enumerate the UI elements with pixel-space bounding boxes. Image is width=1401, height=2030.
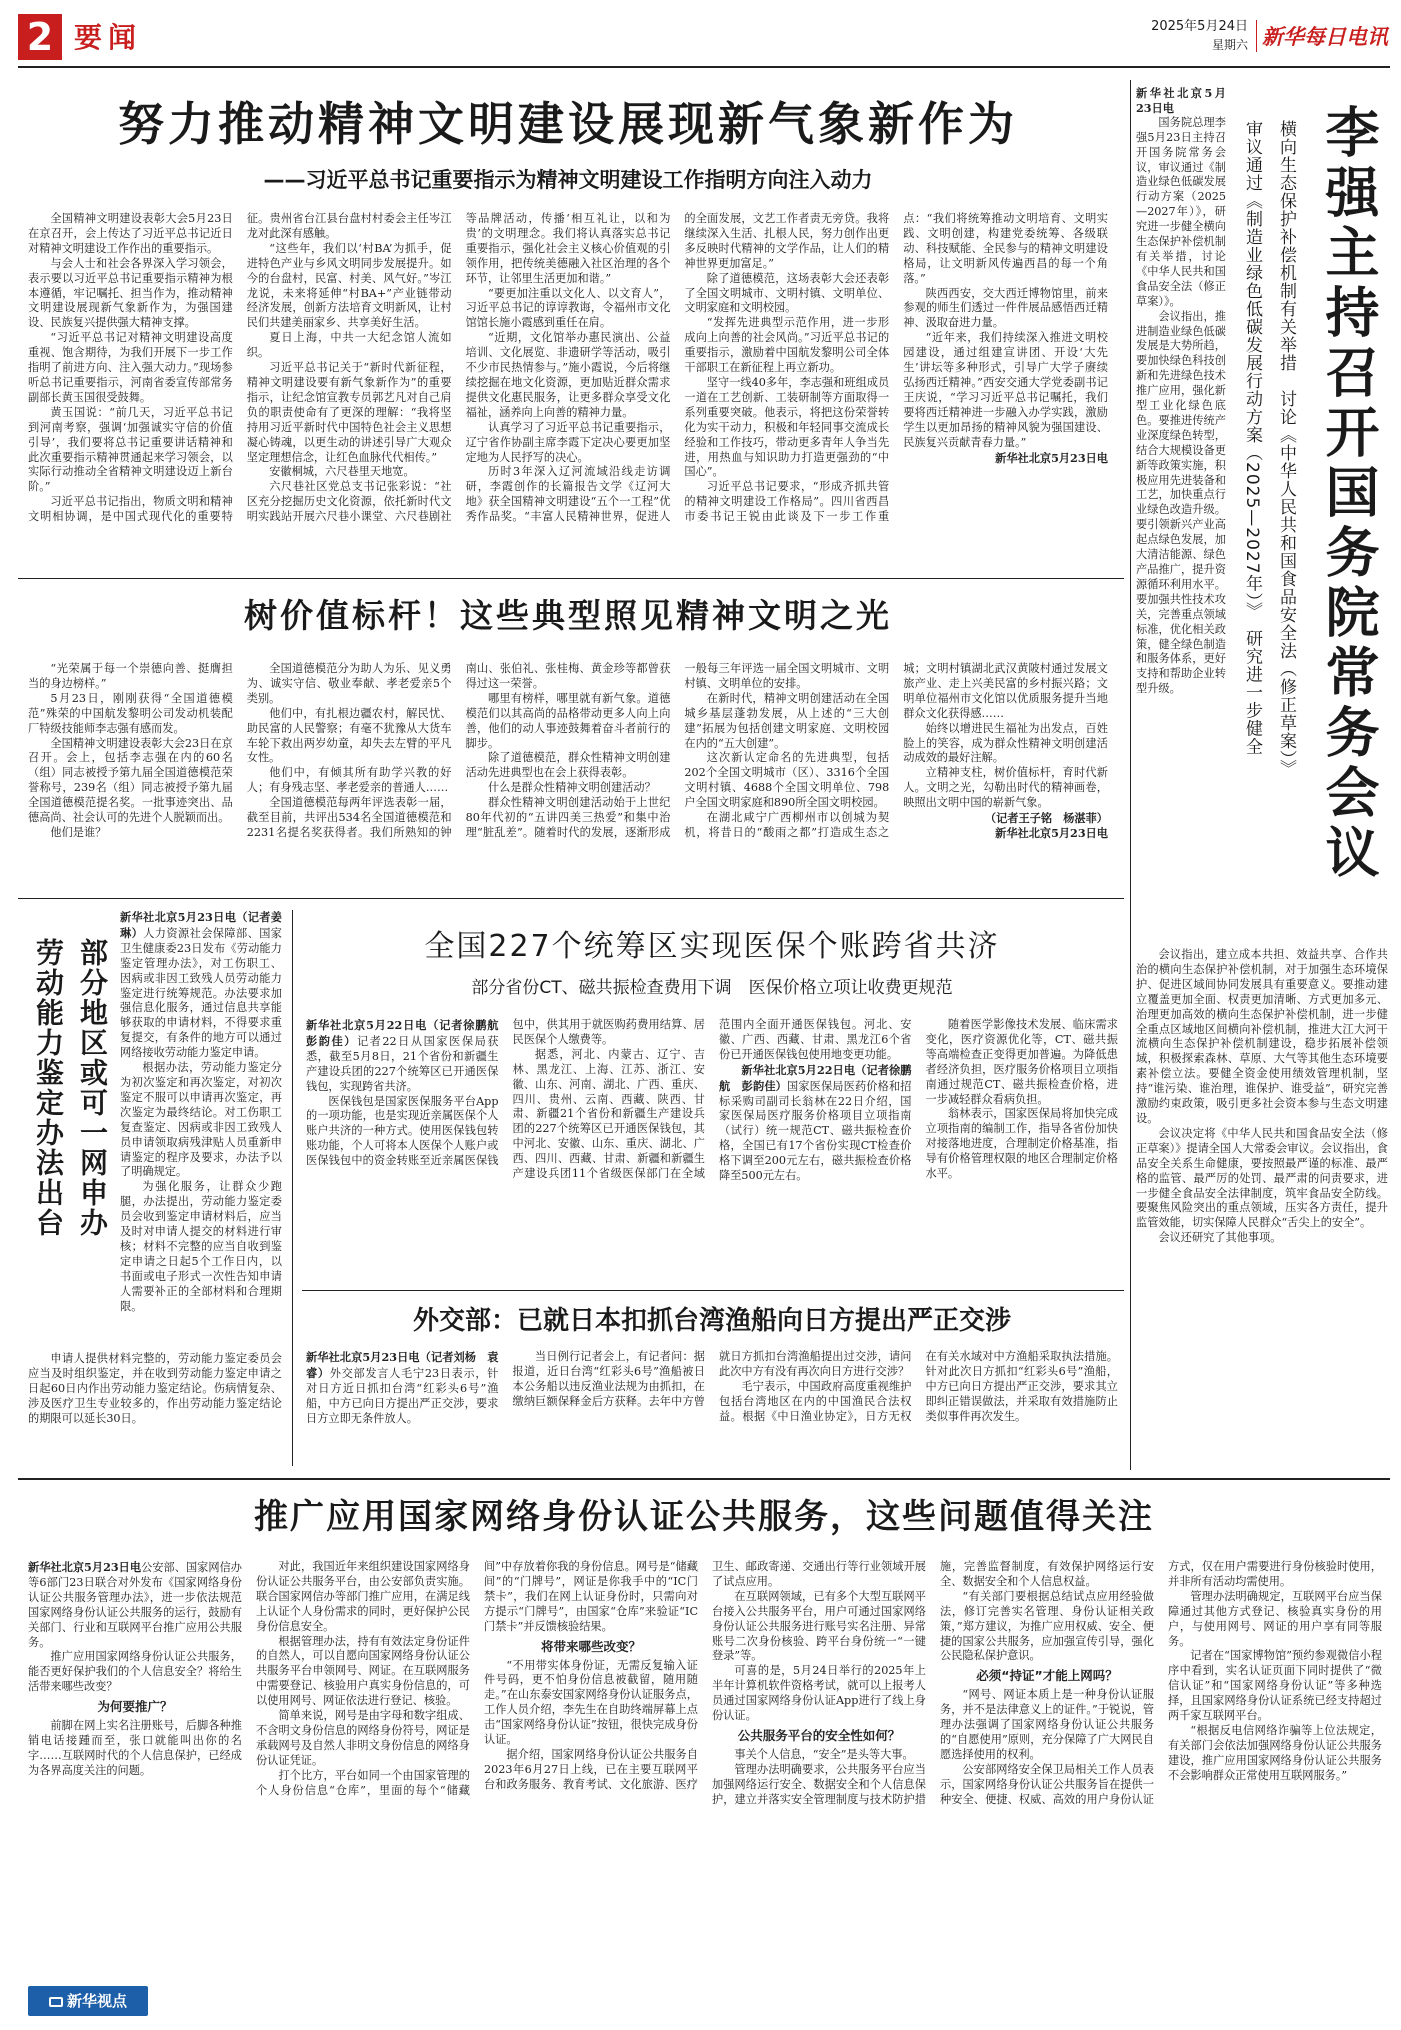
- article7-body-top: 新华社北京5月23日电 国务院总理李强5月23日主持召开国务院常务会议，审议通过《制造业绿色低碳发展行动方案（2025—2027年）》，研究进一步健全横向生态保护补偿机制有关举措，讨论《中华人民共和国食品安全法（修正草案）》。 会议指出，推进制造业绿色低碳发展是大势所趋，要加快绿色科技创新和先进绿色技术推广应用，强化新型工业化绿色底色。要推进传统产业深度绿色转型，结合大规模设备更新等政策实施，积极应用先进装备和工艺，加快重点行业绿色改造升级。要引领新兴产业高起点绿色发展，加大清洁能源、绿色产品推广，提升资源循环利用水平。要加强共性技术攻关，完善重点领域标准，优化相关政策，健全绿色制造和服务体系，更好支持和帮助企业转型升级。: [1136, 86, 1226, 696]
- masthead-rule: [18, 66, 1390, 68]
- article4-subtitle: 部分省份CT、磁共振检查费用下调 医保价格立项让收费更规范: [471, 978, 953, 998]
- article3-title-col1: 部分地区或可一网申办: [76, 938, 109, 1238]
- article6-top-rule: [18, 1478, 1390, 1480]
- article6-q3: 公共服务平台的安全性如何？: [737, 1727, 901, 1743]
- article6-q4: 必须“持证”才能上网吗？: [976, 1668, 1118, 1684]
- section-name: 要闻: [74, 21, 143, 54]
- article3-body-top: 新华社北京5月23日电（记者姜琳）人力资源社会保障部、国家卫生健康委23日发布《劳动能力鉴定管理办法》，对工伤职工、因病或非因工致残人员劳动能力鉴定进行统筹规范。办法要求加强信息化服务，通过信息共享能够获取的申请材料，不得要求重复提交，有条件的地方可以通过网络接收劳动能力鉴定申请。 根据办法，劳动能力鉴定分为初次鉴定和再次鉴定，对初次鉴定不服可以申请再次鉴定，再次鉴定为最终结论。对工伤职工复查鉴定、因病或非因工致残人员申请领取病残津贴人员重新申请鉴定的程序及要求，办法予以了明确规定。 为强化服务，让群众少跑腿，办法提出，劳动能力鉴定委员会收到鉴定申请材料后，应当及时对申请人提交的材料进行审核；材料不完整的应当自收到鉴定申请之日起5个工作日内，以书面或电子形式一次性告知申请人需要补正的全部材料和合理期限。: [120, 910, 282, 1313]
- article6-q2: 将带来哪些改变？: [540, 1638, 641, 1654]
- article5-title: 外交部：已就日本扣抓台湾渔船向日方提出严正交涉: [412, 1306, 1011, 1336]
- article4-bottom-rule: [302, 1290, 1124, 1291]
- article3-lead: 新华社北京5月23日电（记者姜琳）: [120, 910, 282, 940]
- article6-lead: 新华社北京5月23日电: [28, 1560, 142, 1574]
- issue-date: 2025年5月24日: [1151, 19, 1248, 34]
- article4-body: 新华社北京5月22日电（记者徐鹏航 彭韵佳）记者22日从国家医保局获悉，截至5月8日，21个省份和新疆生产建设兵团的227个统筹区已开通医保钱包，实现跨省共济。 医保钱包是国家医保服务平台App的一项功能，也是实现近亲属医保个人账户共济的一种方式。使用医保钱包转账功能，个人可将本人医保个人账户或医保钱包中的资金转账至近亲属医保钱包中，供其用于就医购药费用结算、居民医保个人缴费等。 据悉，河北、内蒙古、辽宁、吉林、黑龙江、上海、江苏、浙江、安徽、山东、河南、湖北、广西、重庆、四川、贵州、云南、西藏、陕西、甘肃、新疆21个省份和新疆生产建设兵团的227个统筹区已开通医保钱包，其中河北、安徽、山东、重庆、湖北、广西、四川、西藏、甘肃、新疆和新疆生产建设兵团11个省级医保部门在全域范围内全面开通医保钱包。河北、安徽、广西、西藏、甘肃、黑龙江6个省份已开通医保钱包使用地变更功能。 新华社北京5月22日电（记者徐鹏航 彭韵佳）国家医保局医药价格和招标采购司副司长翁林在22日介绍，国家医保局医疗服务价格项目立项指南（试行）统一规范CT、磁共振检查价格，全国已有17个省份实现CT检查价格下调至200元左右，磁共振检查价格降至500元左右。 随着医学影像技术发展、临床需求变化，医疗资源优化等，CT、磁共振等高端检查正变得更加普遍。为降低患者经济负担，医疗服务价格项目立项指南通过规范CT、磁共振检查价格，进一步减轻群众看病负担。 翁林表示，国家医保局将加快完成立项指南的编制工作，指导各省份加快对接落地进度，合理制定价格基准，指导有价格管理权限的地区合理制定价格水平。: [306, 1018, 1118, 1183]
- article1-byline: 新华社北京5月23日电: [995, 450, 1108, 465]
- article3-side-rule: [292, 910, 293, 1466]
- article4-lead2: 新华社北京5月22日电（记者徐鹏航 彭韵佳）: [719, 1062, 912, 1093]
- brand-box-label: 新华视点: [66, 1992, 127, 2010]
- article7-subtitle-col2: 横向生态保护补偿机制有关举措 讨论《中华人民共和国食品安全法（修正草案）》: [1276, 120, 1296, 778]
- paper-logo: 新华每日电讯: [1262, 24, 1388, 49]
- article7-lead: 新华社北京5月23日电: [1136, 86, 1226, 115]
- article6-q1: 为何要推广？: [97, 1699, 173, 1715]
- article4-title: 全国227个统筹区实现医保个账跨省共济: [424, 929, 1000, 964]
- article7-left-rule: [1130, 80, 1131, 1470]
- article2-body: “光荣属于每一个崇德向善、挺膺担当的身边榜样。” 5月23日，刚刚获得“全国道德模范”殊荣的中国航发黎明公司发动机装配厂特级技能师李志强有感而发。 全国精神文明建设表彰大会23日在京召开。会上，包括李志强在内的60名（组）同志被授予第九届全国道德模范荣誉称号，239名（组）同志被授予第九届全国道德模范提名奖。一批事迹突出、品德高尚、社会认可的先进个人脱颖而出。 他们是谁？ 全国道德模范分为助人为乐、见义勇为、诚实守信、敬业奉献、孝老爱亲5个类别。 他们中，有扎根边疆农村，解民忧、助民富的人民警察；有毫不犹豫从大货车车轮下救出两岁幼童，却失去左臂的平凡女性。 他们中，有倾其所有助学兴教的好人；有身残志坚、孝老爱亲的普通人…… 全国道德模范每两年评选表彰一届，截至目前，共评出534名全国道德模范和2231名提名奖获得者。我们所熟知的钟南山、张伯礼、张桂梅、黄金珍等都曾获得过这一荣誉。 哪里有榜样，哪里就有新气象。道德模范们以其高尚的品格带动更多人向上向善，他们的动人事迹鼓舞着奋斗者前行的脚步。 除了道德模范，群众性精神文明创建活动先进典型也在会上获得表彰。 什么是群众性精神文明创建活动？ 群众性精神文明创建活动始于上世纪80年代初的“五讲四美三热爱”和集中治理“脏乱差”。随着时代的发展，逐渐形成一般每三年评选一届全国文明城市、文明村镇、文明单位的安排。 在新时代，精神文明创建活动在全国城乡基层蓬勃发展，从上述的“三大创建”拓展为包括创建文明家庭、文明校园在内的“五大创建”。 这次新认定命名的先进典型，包括202个全国文明城市（区）、3316个全国文明村镇、4688个全国文明单位、798户全国文明家庭和890所全国文明校园。 在湖北咸宁广西柳州市以创城为契机，将昔日的“酸雨之都”打造成生态之城；文明村镇湖北武汉黄陂村通过发展文旅产业、走上兴美民富的乡村振兴路；文明单位福州市文化馆以优质服务提升当地群众文化获得感…… 始终以增进民生福祉为出发点，百姓脸上的笑容，成为群众性精神文明创建活动成效的最好注解。 立精神支柱，树价值标杆，育时代新人。文明之光，勾勒出时代的精神画卷，映照出文明中国的崭新气象。 （记者王子铭 杨湛菲） 新华社北京5月23日电: [28, 662, 1108, 840]
- article1-title: 努力推动精神文明建设展现新气象新作为: [118, 97, 1018, 151]
- article5-body: 新华社北京5月23日电（记者刘杨 袁睿）外交部发言人毛宁23日表示，针对日方近日抓扣台湾“红彩头6号”渔船，中方已向日方提出严正交涉，要求日方立即无条件放人。 当日例行记者会上，有记者问：据报道，近日台湾“红彩头6号”渔船被日本公务船以违反渔业法规为由抓扣，在缴纳巨额保释金后方获释。去年中方曾就日方抓扣台湾渔船提出过交涉，请问此次中方有没有再次向日方进行交涉？ 毛宁表示，中国政府高度重视维护包括台湾地区在内的中国渔民合法权益。根据《中日渔业协定》，日方无权在有关水域对中方渔船采取执法措施。针对此次日方抓扣“红彩头6号”渔船，中方已向日方提出严正交涉，要求其立即纠正错误做法，并采取有效措施防止类似事件再次发生。: [306, 1350, 1118, 1425]
- issue-weekday: 星期六: [1211, 38, 1248, 52]
- article2-bottom-rule: [18, 898, 1124, 899]
- article4-lead1: 新华社北京5月22日电（记者徐鹏航 彭韵佳）: [306, 1018, 510, 1048]
- article2-byline2: 新华社北京5月23日电: [995, 825, 1108, 840]
- camera-icon: [49, 1997, 63, 2007]
- article6-body: 新华社北京5月23日电公安部、国家网信办等6部门23日联合对外发布《国家网络身份认证公共服务管理办法》，进一步依法规范国家网络身份认证公共服务的运行，鼓励有关部门、行业和互联网平台推广应用公共服务。 推广应用国家网络身份认证公共服务，能否更好保护我们的个人信息安全？将给生活带来哪些改变？ 为何要推广？ 前脚在网上实名注册账号，后脚各种推销电话接踵而至，张口就能叫出你的名字……互联网时代的个人信息保护，已经成为各界高度关注的问题。 对此，我国近年来组织建设国家网络身份认证公共服务平台，由公安部负责实施。联合国家网信办等部门推广应用，在满足线上认证个人身份需求的同时，更好保护公民身份信息安全。 根据管理办法，持有有效法定身份证件的自然人，可以自愿向国家网络身份认证公共服务平台申领网号、网证。在互联网服务中需要登记、核验用户真实身份信息的，可以使用网号、网证依法进行登记、核验。 简单来说，网号是由字母和数字组成、不含明文身份信息的网络身份符号，网证是承载网号及自然人非明文身份信息的网络身份认证凭证。 打个比方，平台如同一个由国家管理的个人身份信息“仓库”，里面的每个“储藏间”中存放着你我的身份信息。网号是“储藏间”的“门牌号”，网证是你我手中的“IC门禁卡”，我们在网上认证身份时，只需向对方提示“门牌号”，由国家“仓库”来验证“IC门禁卡”并反馈核验结果。 将带来哪些改变？ “不用带实体身份证，无需反复输入证件号码，更不怕身份信息被截留，随用随走。”在山东泰安国家网络身份认证服务点，工作人员介绍，李先生在自助终端屏幕上点击“国家网络身份认证”按钮，很快完成身份认证。 据介绍，国家网络身份认证公共服务自2023年6月27日上线，已在主要互联网平台和政务服务、教育考试、文化旅游、医疗卫生、邮政寄递、交通出行等行业领域开展了试点应用。 在互联网领域，已有多个大型互联网平台接入公共服务平台，用户可通过国家网络身份认证公共服务进行账号实名注册、异常账号二次身份核验、跨平台身份统一“一键登录”等。 可喜的是，5月24日举行的2025年上半年计算机软件资格考试，就可以上报考人员通过国家网络身份认证App进行了线上身份认证。 公共服务平台的安全性如何？ 事关个人信息，“安全”是头等大事。 管理办法明确要求，公共服务平台应当加强网络运行安全、数据安全和个人信息保护，建立并落实安全管理制度与技术防护措施，完善监督制度，有效保护网络运行安全、数据安全和个人信息权益。 “有关部门要根据总结试点应用经验做法，修订完善实名管理、身份认证相关政策，”郑方建议，为推广应用权威、安全、便捷的国家公共服务，应加强宣传引导，强化公民隐私保护意识。 必须“持证”才能上网吗？ “网号、网证本质上是一种身份认证服务，并不是法律意义上的证件。”于锐说，管理办法强调了国家网络身份认证公共服务的“自愿使用”原则，充分保障了广大网民自愿选择使用的权利。 公安部网络安全保卫局相关工作人员表示，国家网络身份认证公共服务旨在提供一种安全、便捷、权威、高效的用户身份认证方式，仅在用户需要进行身份核验时使用，并非所有活动均需使用。 管理办法明确规定，互联网平台应当保障通过其他方式登记、核验真实身份的用户，与使用网号、网证的用户享有同等服务。 记者在“国家博物馆”预约参观微信小程序中看到，实名认证页面下同时提供了“微信认证”和“国家网络身份认证”等多种选择，且国家网络身份认证系统已经支持超过两千家互联网平台。 “根据反电信网络诈骗等上位法规定，有关部门会依法加强网络身份认证公共服务建设，推广应用国家网络身份认证公共服务不会影响群众正常使用互联网服务。”: [28, 1560, 1382, 1806]
- article3-title-col2: 劳动能力鉴定办法出台: [32, 938, 65, 1238]
- xinhua-viewpoint-badge: [28, 1986, 148, 2016]
- page-number-box: 2: [18, 14, 62, 60]
- article5-lead: 新华社北京5月23日电（记者刘杨 袁睿）: [306, 1350, 499, 1380]
- article3-body-bottom: 申请人提供材料完整的，劳动能力鉴定委员会应当及时组织鉴定，并在收到劳动能力鉴定申请之日起60日内作出劳动能力鉴定结论。伤病情复杂、涉及医疗卫生专业较多的，作出劳动能力鉴定结论的期限可以延长30日。: [28, 1352, 282, 1425]
- article7-title: 李强主持召开国务院常务会议: [1317, 104, 1381, 884]
- article6-title: 推广应用国家网络身份认证公共服务，这些问题值得关注: [254, 1497, 1154, 1537]
- masthead-divider: [1256, 20, 1257, 52]
- article2-byline: （记者王子铭 杨湛菲）: [984, 811, 1108, 826]
- article1-bottom-rule: [18, 578, 1124, 579]
- article7-subtitle-col1: 审议通过《制造业绿色低碳发展行动方案（2025—2027年）》 研究进一步健全: [1242, 120, 1262, 756]
- article7-body-bottom: 会议指出，建立成本共担、效益共享、合作共治的横向生态保护补偿机制，对于加强生态环境保护、促进区域间协同发展具有重要意义。要推动建立覆盖更加全面、权责更加清晰、方式更加多元、治理更加高效的横向生态保护补偿机制，进一步健全重点区域地区间横向补偿机制，推进大江大河干流横向生态保护补偿机制建设，稳步拓展补偿领域，积极探索森林、草原、大气等其他生态环境要素补偿立法。要健全资金使用绩效管理机制，坚持“谁污染、谁治理，谁保护、谁受益”，研究完善激励约束政策，吸引更多社会资本参与生态文明建设。 会议决定将《中华人民共和国食品安全法（修正草案）》提请全国人大常委会审议。会议指出，食品安全关系生命健康，要按照最严谨的标准、最严格的监管、最严厉的处罚、最严肃的问责要求，进一步健全食品安全法律制度，筑牢食品安全防线。要聚焦风险突出的重点领域，压实各方责任，提升监管效能，切实保障人民群众“舌尖上的安全”。 会议还研究了其他事项。: [1136, 948, 1388, 1245]
- article1-body: 全国精神文明建设表彰大会5月23日在京召开，会上传达了习近平总书记近日对精神文明建设工作作出的重要指示。 与会人士和社会各界深入学习领会，表示要以习近平总书记重要指示精神为根本遵循，牢记嘱托、担当作为，推动精神文明建设展现新气象新作为，为强国建设、民族复兴提供强大精神支撑。 “习近平总书记对精神文明建设高度重视、饱含期待，为我们开展下一步工作指明了前进方向、注入强大动力。”现场参听总书记重要指示，河南省委宣传部常务副部长黄玉国很受鼓舞。 黄玉国说：“前几天，习近平总书记到河南考察，强调‘加强诚实守信的价值引导’，我们要将总书记重要讲话精神和此次重要指示精神贯通起来学习领会，以实际行动推动全省精神文明建设迈上新台阶。” 习近平总书记指出，物质文明和精神文明相协调，是中国式现代化的重要特征。贵州省台江县台盘村村委会主任岑江龙对此深有感触。 “这些年，我们以‘村BA’为抓手，促进特色产业与乡风文明同步发展提升。如今的台盘村，民富、村美、风气好。”岑江龙说，未来将延伸“村BA+”产业链带动经济发展，创新方法培育文明新风，让村民们共建美丽家乡、共享美好生活。 夏日上海，中共一大纪念馆人流如织。 习近平总书记关于“新时代新征程，精神文明建设要有新气象新作为”的重要指示，让纪念馆宣教专员郭艺凡对自己肩负的职责使命有了更深的理解：“我将坚持用习近平新时代中国特色社会主义思想凝心铸魂，以更生动的讲述引导广大观众坚定理想信念，让红色血脉代代相传。” 安徽桐城，六尺巷里天地宽。 六尺巷社区党总支书记张彩说：“社区充分挖掘历史文化资源，依托新时代文明实践站开展六尺巷小课堂、六尺巷剧社等品牌活动，传播‘相互礼让，以和为贵’的文明理念。我们将认真落实总书记重要指示，强化社会主义核心价值观的引领作用，把传统美德融入社区治理的各个环节，让邻里生活更加和谐。” “要更加注重以文化人、以文育人”，习近平总书记的谆谆教诲，令福州市文化馆馆长施小霞感到重任在肩。 “近期，文化馆举办惠民演出、公益培训、文化展览、非遗研学等活动，吸引不少市民热情参与。”施小霞说，今后将继续挖掘在地文化资源，更加贴近群众需求提供文化惠民服务，让更多群众享受文化福祉，涵养向上向善的精神力量。 认真学习了习近平总书记重要指示，辽宁省作协副主席李霞下定决心要更加坚定地为人民抒写的决心。 历时3年深入辽河流域沿线走访调研，李霞创作的长篇报告文学《辽河大地》获全国精神文明建设“五个一工程”优秀作品奖。“丰富人民精神世界，促进人的全面发展，文艺工作者责无旁贷。我将继续深入生活、扎根人民，努力创作出更多反映时代精神的文学作品，让人们的精神世界更加富足。” 除了道德模范，这场表彰大会还表彰了全国文明城市、文明村镇、文明单位、文明家庭和文明校园。 “发挥先进典型示范作用，进一步形成向上向善的社会风尚。”习近平总书记的重要指示，激励着中国航发黎明公司全体干部职工在新征程上再立新功。 坚守一线40多年，李志强和班组成员一道在工艺创新、工装研制等方面取得一系列重要突破。他表示，将把这份荣誉转化为实干动力，积极和年轻同事交流成长经验和工作技巧，带动更多青年人争当先进，用热血与知识助力打造更强劲的“中国心”。 习近平总书记要求，“形成齐抓共管的精神文明建设工作格局”。四川省西昌市委书记王锐由此谈及下一步工作重点：“我们将统筹推动文明培育、文明实践、文明创建，构建党委统筹、各级联动、科技赋能、全民参与的精神文明建设格局，让文明新风传遍西昌的每一个角落。” 陕西西安，交大西迁博物馆里，前来参观的师生们透过一件件展品感悟西迁精神、汲取奋进力量。 “近年来，我们持续深入推进文明校园建设，通过组建宣讲团、开设‘大先生’讲坛等多种形式，引导广大学子赓续弘扬西迁精神。”西安交通大学党委副书记王庆说，“学习习近平总书记嘱托，我们要将西迁精神进一步融入办学实践，激励学生以更加昂扬的精神风貌为强国建设、民族复兴贡献青春力量。” 新华社北京5月23日电: [28, 212, 1108, 524]
- article1-subtitle: ——习近平总书记重要指示为精神文明建设工作指明方向注入动力: [263, 168, 873, 192]
- article2-title: 树价值标杆！这些典型照见精神文明之光: [244, 596, 892, 635]
